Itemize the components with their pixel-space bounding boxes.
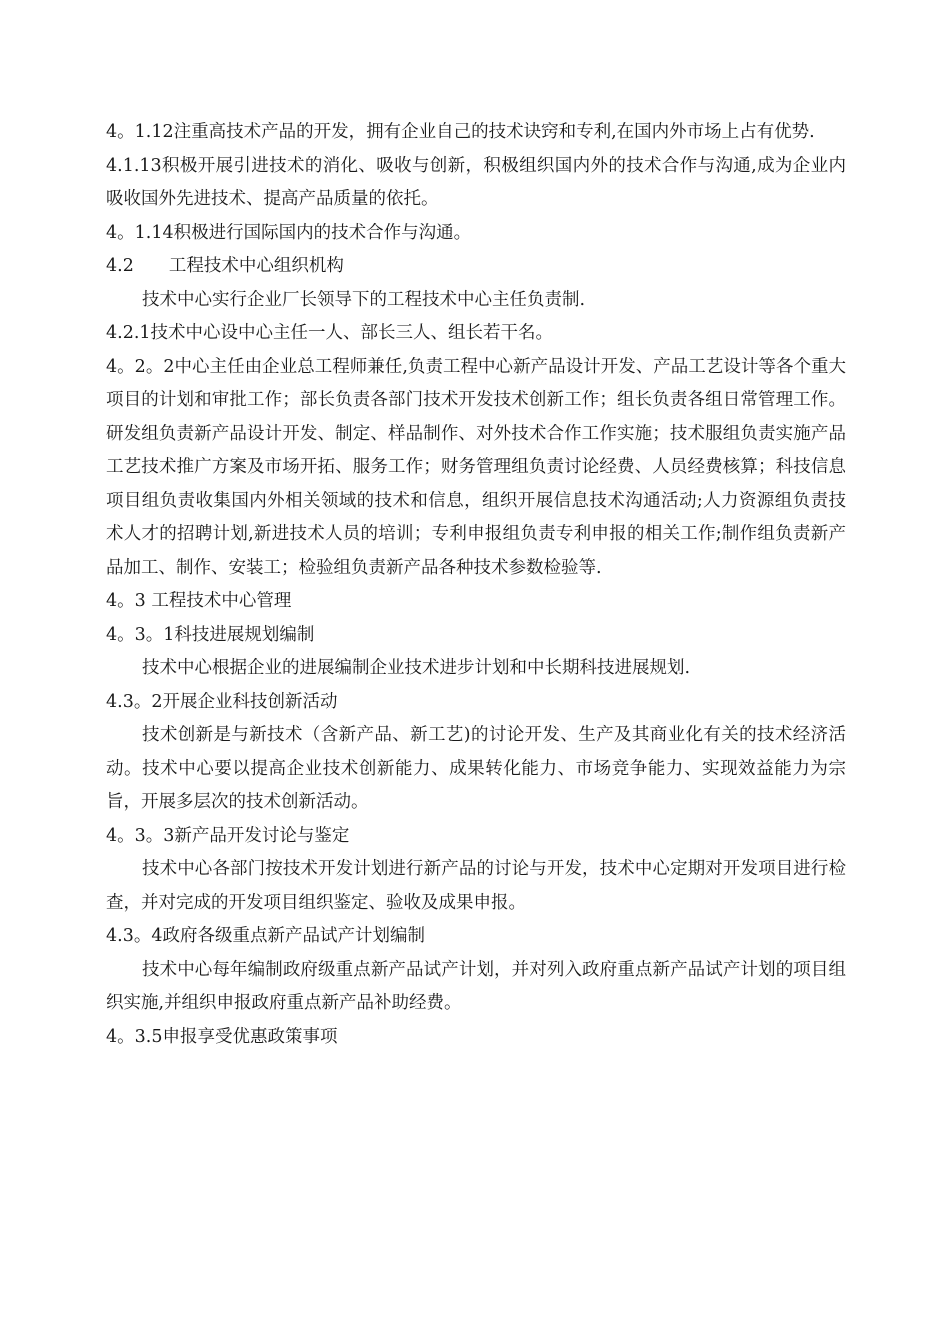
heading-4-3-3: 4。3。3新产品开发讨论与鉴定	[106, 825, 350, 846]
heading-4-3-1: 4。3。1科技进展规划编制	[106, 624, 315, 645]
paragraph-4-2-intro: 技术中心实行企业厂长领导下的工程技术中心主任负责制.	[142, 289, 586, 310]
paragraph-4-2-1: 4.2.1技术中心设中心主任一人、部长三人、组长若干名。	[106, 323, 554, 343]
paragraph-4-2-2: 4。2。2中心主任由企业总工程师兼任,负责工程中心新产品设计开发、产品工艺设计等各个重大项目的计划和审批工作；部长负责各部门技术开发技术创新工作；组长负责各组日常管理工作。研发组负责新产品设计开发、制定、样品制作、对外技术合作工作实施；技术服组负责实施产品工艺技术推广方案及市场开拓、服务工作；财务管理组负责讨论经费、人员经费核算；科技信息项目组负责收集国内外相关领域的技术和信息，组织开展信息技术沟通活动;人力资源组负责技术人才的招聘计划,新进技术人员的培训；专利申报组负责专利申报的相关工作;制作组负责新产品加工、制作、安装工；检验组负责新产品各种技术参数检验等.	[106, 356, 846, 578]
paragraph-4-1-14: 4。1.14积极进行国际国内的技术合作与沟通。	[106, 222, 472, 243]
heading-4-2: 4.2 工程技术中心组织机构	[106, 256, 344, 276]
paragraph-4-1-13: 4.1.13积极开展引进技术的消化、吸收与创新，积极组织国内外的技术合作与沟通,成为企业内吸收国外先进技术、提高产品质量的依托。	[106, 155, 846, 209]
paragraph-4-3-1-body: 技术中心根据企业的进展编制企业技术进步计划和中长期科技进展规划.	[142, 658, 691, 678]
heading-4-3: 4。3 工程技术中心管理	[106, 591, 292, 611]
paragraph-4-3-2-body: 技术创新是与新技术（含新产品、新工艺)的讨论开发、生产及其商业化有关的技术经济活动。技术中心要以提高企业技术创新能力、成果转化能力、市场竞争能力、实现效益能力为宗旨，开展多层次的技术创新活动。	[106, 725, 846, 812]
heading-4-3-4: 4.3。4政府各级重点新产品试产计划编制	[106, 926, 425, 946]
paragraph-4-1-12: 4。1.12注重高技术产品的开发，拥有企业自己的技术诀窍和专利,在国内外市场上占有优势.	[106, 122, 815, 142]
paragraph-4-3-3-body: 技术中心各部门按技术开发计划进行新产品的讨论与开发，技术中心定期对开发项目进行检查，并对完成的开发项目组织鉴定、验收及成果申报。	[106, 859, 846, 913]
heading-4-3-2: 4.3。2开展企业科技创新活动	[106, 691, 338, 712]
paragraph-4-3-4-body: 技术中心每年编制政府级重点新产品试产计划，并对列入政府重点新产品试产计划的项目组织实施,并组织申报政府重点新产品补助经费。	[106, 959, 846, 1013]
heading-4-3-5: 4。3.5申报享受优惠政策事项	[106, 1026, 338, 1047]
document-body	[106, 116, 846, 1054]
